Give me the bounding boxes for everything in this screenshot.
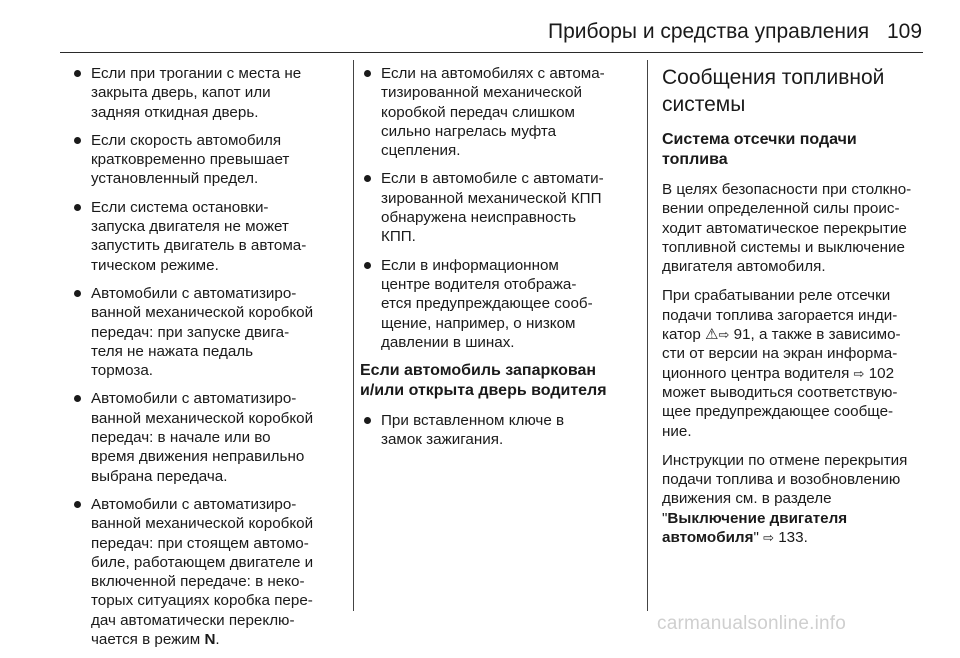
- page-title: Приборы и средства управления: [548, 20, 870, 43]
- list-item: Автомобили с автоматизиро- ванной механической коробкой передач: в начале или во время движения неправильно выбрана передача.: [70, 389, 354, 485]
- list-item: Если на автомобилях с автома- тизированной механической коробкой передач слишком сильно нагрелась муфта сцепления.: [360, 64, 636, 160]
- bullet-list: [70, 64, 354, 649]
- text-fragment: , а также в зависимо-: [750, 326, 901, 344]
- list-item: [70, 495, 354, 649]
- text-line: [662, 509, 926, 528]
- text-line: При срабатывании реле отсечки: [662, 287, 891, 305]
- section-link[interactable]: Выключение двигателя: [667, 509, 848, 527]
- page-reference[interactable]: 133: [778, 529, 804, 547]
- quote-mark: ": [753, 529, 759, 547]
- gear-mode-n: N: [204, 631, 216, 649]
- list-item: Если система остановки- запуска двигателя не может запустить двигатель в автома- тическом режиме.: [70, 198, 354, 275]
- list-item: Автомобили с автоматизиро- ванной механической коробкой передач: при запуске двига- теля не нажата педаль тормоза.: [70, 284, 354, 380]
- watermark: carmanualsonline.info: [657, 613, 847, 634]
- list-item: Если в автомобиле с автомати- зированной механической КПП обнаружена неисправность КПП.: [360, 169, 636, 246]
- quote-mark: ": [662, 509, 668, 527]
- page-reference[interactable]: 91: [733, 326, 751, 344]
- list-item: При вставленном ключе в замок зажигания.: [360, 411, 636, 450]
- page-ref-arrow-icon: ⇨: [853, 365, 865, 381]
- text-line: ние.: [662, 422, 692, 440]
- column-1: [70, 64, 354, 658]
- text-line: может выводиться соответствую-: [662, 383, 898, 401]
- warning-triangle-icon: ⚠: [705, 326, 719, 344]
- text-line: [662, 528, 926, 547]
- page-ref-arrow-icon: ⇨: [718, 327, 730, 343]
- text-fragment: .: [803, 529, 808, 547]
- text-fragment: ционного центра водителя: [662, 364, 854, 382]
- paragraph: [662, 286, 926, 440]
- text-line: [662, 364, 926, 383]
- bullet-list: [360, 64, 636, 352]
- section-heading: Сообщения топливной системы: [662, 66, 885, 116]
- list-item: Если при трогании с места не закрыта дверь, капот или задняя откидная дверь.: [70, 64, 354, 122]
- column-2: [360, 64, 636, 459]
- text-line: сти от версии на экран информа-: [662, 345, 898, 363]
- section-subheading: Если автомобиль запаркован и/или открыта дверь водителя: [360, 362, 607, 400]
- list-item: Если скорость автомобиля кратковременно превышает установленный предел.: [70, 131, 354, 189]
- paragraph: [662, 451, 926, 547]
- list-item: Если в информационном центре водителя отображa- ется предупреждающее сооб- щение, например, о низком давлении в шинах.: [360, 256, 636, 352]
- page-reference[interactable]: 102: [868, 364, 895, 382]
- column-divider-2: [647, 60, 648, 611]
- column-3: [662, 64, 926, 557]
- page-number: 109: [887, 20, 923, 43]
- page-ref-arrow-icon: ⇨: [763, 530, 774, 546]
- text-line: подачи топлива загорается инди-: [662, 306, 898, 324]
- list-item-text: Автомобили с автоматизиро- ванной механической коробкой передач: при стоящем автомо- биле, работающем двигателе и включенной передаче: в неко- торых ситуациях коробка пере- дач автоматически переклю- чается в режим: [91, 495, 314, 649]
- section-link[interactable]: автомобиля: [662, 529, 754, 547]
- header-divider: [60, 52, 923, 53]
- text-fragment: катор: [662, 326, 705, 344]
- list-item-end: .: [215, 631, 220, 649]
- section-subheading: Система отсечки подачи топлива: [662, 131, 857, 168]
- bullet-list-2: [360, 411, 636, 450]
- text-block: Инструкции по отмене перекрытия подачи топлива и возобновлению движения см. в разделе: [662, 451, 908, 508]
- text-line: щее предупреждающее сообще-: [662, 403, 894, 421]
- paragraph: В целях безопасности при столкно- вении определенной силы проис- ходит автоматическое перекрытие топливной системы и выключение двигателя автомобиля.: [662, 181, 912, 276]
- text-line: [662, 325, 926, 344]
